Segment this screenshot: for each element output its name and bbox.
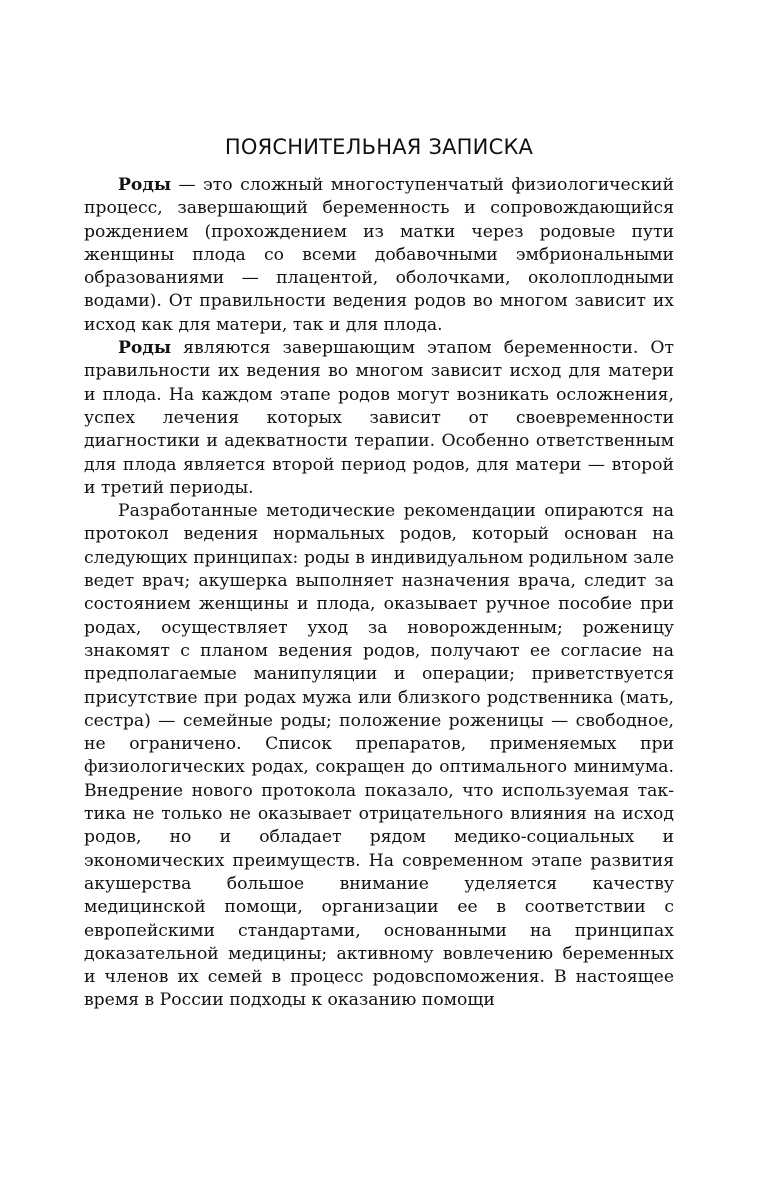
- paragraph-3: [84, 500, 674, 1013]
- paragraph-body: — это сложный многоступенчатый физиологический процесс, завершающий беременность и сопровождающийся рождением (прохождением из матки через родовые пути женщины плода со всеми добавочными эмбриональными образованиями — плацентой, оболочками, околоплодными водами). От правильности ведения родов во многом зависит их исход как для матери, так и для плода.: [84, 175, 674, 335]
- paragraph-1: [84, 174, 674, 337]
- paragraph-body: Разработанные методические рекомендации опираются на протокол ведения нормальных родов, который основан на следующих принципах: роды в индивидуальном родильном зале ведет врач; акушерка выполняет назначения врача, следит за состоянием женщины и плода, оказывает ручное пособие при родах, осуществляет уход за новорожденным; роженицу знакомят с планом ведения родов, получают ее согласие на предполагаемые манипуляции и операции; приветствуется присутствие при родах мужа или близкого родственника (мать, сестра) — семейные роды; положение роженицы — свободное, не ограничено. Список препаратов, применяемых при физиологических родах, сокращен до оптимального минимума. Внедрение нового протокола показало, что используемая тактика не только не оказывает отрицательного влияния на исход родов, но и обладает рядом медико-социальных и экономических преимуществ. На современном этапе развития акушерства большое внимание уделяется качеству медицинской помощи, организации ее в соответствии с европейскими стандартами, основанными на принципах доказательной медицины; активному вовлечению беременных и членов их семей в процесс родовспоможения. В настоящее время в России подходы к оказанию помощи: [84, 501, 674, 1011]
- paragraph-lead: Роды: [118, 175, 172, 195]
- paragraph-lead: Роды: [118, 338, 172, 359]
- paragraph-2: [84, 337, 674, 500]
- page-title: ПОЯСНИТЕЛЬНАЯ ЗАПИСКА: [224, 135, 534, 159]
- paragraph-body: являются завершающим этапом беременности. От правильности их ведения во многом зависит исход для матери и плода. На каждом этапе родов могут возникать осложнения, успех лечения которых зависит от своевременности диагностики и адекватности терапии. Особенно ответственным для плода является второй период родов, для матери — второй и третий периоды.: [84, 338, 674, 498]
- document-page: [84, 133, 674, 1013]
